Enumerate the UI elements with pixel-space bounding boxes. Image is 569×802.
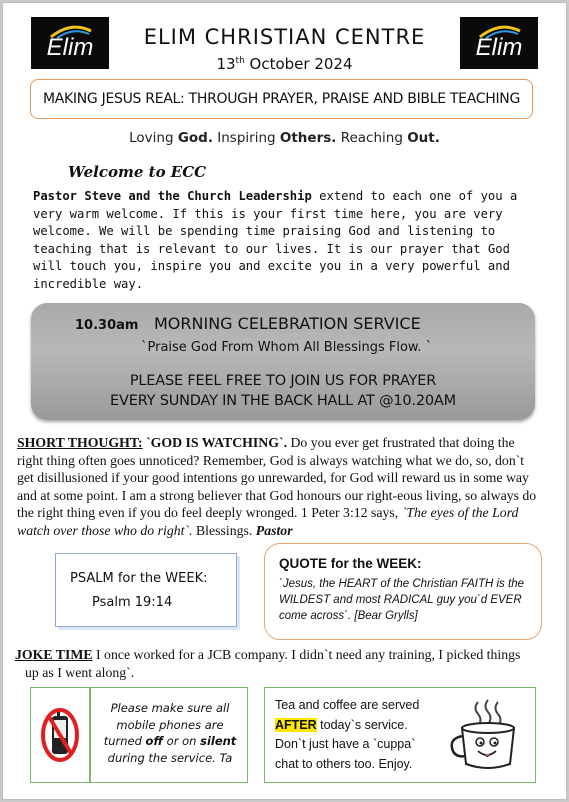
quote-text: `Jesus, the HEART of the Christian FAITH is the WILDEST and most RADICAL guy you`d EVER come across`. [Bear Grylls] xyxy=(279,578,524,622)
joke-line2: up as I went along`. xyxy=(25,665,135,680)
service-date xyxy=(123,55,446,73)
service-quote: `Praise God From Whom All Blessings Flow. ` xyxy=(141,340,433,355)
welcome-body: extend to each one of you a very warm welcome. If this is your first time here, you are very welcome. We will be spending time praising God and listening to teaching that is relevant to our lives. It is our prayer that God will touch you, inspire you and excite you in a very powerful and incredible way. xyxy=(33,189,518,291)
quote-title: QUOTE for the WEEK: xyxy=(279,556,422,571)
psalm-label: PSALM for the WEEK: xyxy=(70,571,208,586)
date-rest: October 2024 xyxy=(244,55,353,73)
joke-label: JOKE TIME xyxy=(15,647,93,662)
prayer-invite-line2: EVERY SUNDAY IN THE BACK HALL AT @10.20AM xyxy=(110,393,456,409)
coffee-cup-icon xyxy=(448,698,528,774)
tea-highlight: AFTER xyxy=(275,717,317,732)
tea-line1: Tea and coffee are served xyxy=(275,698,420,712)
motto-text: MAKING JESUS REAL: THROUGH PRAYER, PRAISE AND BIBLE TEACHING xyxy=(42,91,520,107)
short-thought-verse: `The eyes of the Lord watch over those who do right`. xyxy=(17,505,519,538)
phone-line1: Please make sure all xyxy=(110,701,230,715)
phone-line3 xyxy=(95,733,245,750)
tagline xyxy=(3,130,566,146)
psalm-reference: Psalm 19:14 xyxy=(92,595,173,610)
tagline-part: Reaching xyxy=(336,130,408,146)
page-title: ELIM CHRISTIAN CENTRE xyxy=(143,25,426,49)
phone-line2: mobile phones are xyxy=(116,717,224,732)
newsletter-page xyxy=(2,2,567,800)
phone-notice-divider xyxy=(89,688,91,782)
short-thought-closing: Blessings. xyxy=(192,522,256,538)
phone-line3-silent: silent xyxy=(200,734,237,748)
phone-line3-c: or on xyxy=(163,734,201,748)
logo-text: Elim xyxy=(46,34,94,61)
service-banner xyxy=(31,303,535,420)
elim-logo-left xyxy=(31,17,109,69)
service-title: MORNING CELEBRATION SERVICE xyxy=(154,314,421,333)
phone-line3-a: turned xyxy=(103,734,146,748)
mobile-phones-notice xyxy=(30,687,248,783)
welcome-paragraph xyxy=(33,188,533,294)
tea-line2 xyxy=(275,716,445,736)
no-mobile-phone-icon xyxy=(39,706,81,764)
motto-banner xyxy=(30,79,533,119)
tea-line3: Don`t just have a `cuppa` xyxy=(275,737,416,751)
phone-line4: during the service. Ta xyxy=(107,750,233,765)
service-time: 10.30am xyxy=(75,318,139,333)
tea-coffee-notice xyxy=(264,687,536,783)
tea-line4: chat to others too. Enjoy. xyxy=(275,756,413,771)
short-thought xyxy=(17,434,541,540)
phone-notice-text xyxy=(95,700,245,766)
joke-time xyxy=(15,646,545,682)
short-thought-title: `GOD IS WATCHING`. xyxy=(142,435,288,450)
tagline-bold: God. xyxy=(177,130,213,146)
tagline-bold: Out. xyxy=(407,130,440,146)
date-day: 13 xyxy=(216,55,236,73)
tagline-part: Loving xyxy=(129,130,178,146)
short-thought-body: Do you ever get frustrated that doing the right thing often goes unnoticed? Remember, God is always watching what we do, so, don`t get disillusioned if your good intentions go unrewarded, for God will reward us in some way and at some point. I am a strong believer that God honours our right-eous living, so always do the right thing even if you do feel deeply wronged. 1 Peter 3:12 says, xyxy=(17,435,537,521)
phone-line3-off: off xyxy=(145,734,164,748)
joke-line1: I once worked for a JCB company. I didn`t need any training, I picked things xyxy=(92,647,521,662)
tea-line2-rest: today`s service. xyxy=(316,717,408,732)
prayer-invite-line1: PLEASE FEEL FREE TO JOIN US FOR PRAYER xyxy=(129,373,437,389)
psalm-of-week xyxy=(55,553,237,627)
short-thought-label: SHORT THOUGHT: xyxy=(17,435,143,450)
tea-text xyxy=(275,696,445,774)
welcome-heading: Welcome to ECC xyxy=(68,163,207,181)
logo-text: Elim xyxy=(475,34,523,61)
pastor-signature: Pastor xyxy=(255,522,293,538)
welcome-lead: Pastor Steve and the Church Leadership xyxy=(33,189,312,203)
quote-of-week xyxy=(264,543,542,640)
tagline-bold: Others. xyxy=(279,130,337,146)
tagline-part: Inspiring xyxy=(212,130,280,146)
elim-logo-right xyxy=(460,17,538,69)
date-suffix: th xyxy=(235,56,245,66)
